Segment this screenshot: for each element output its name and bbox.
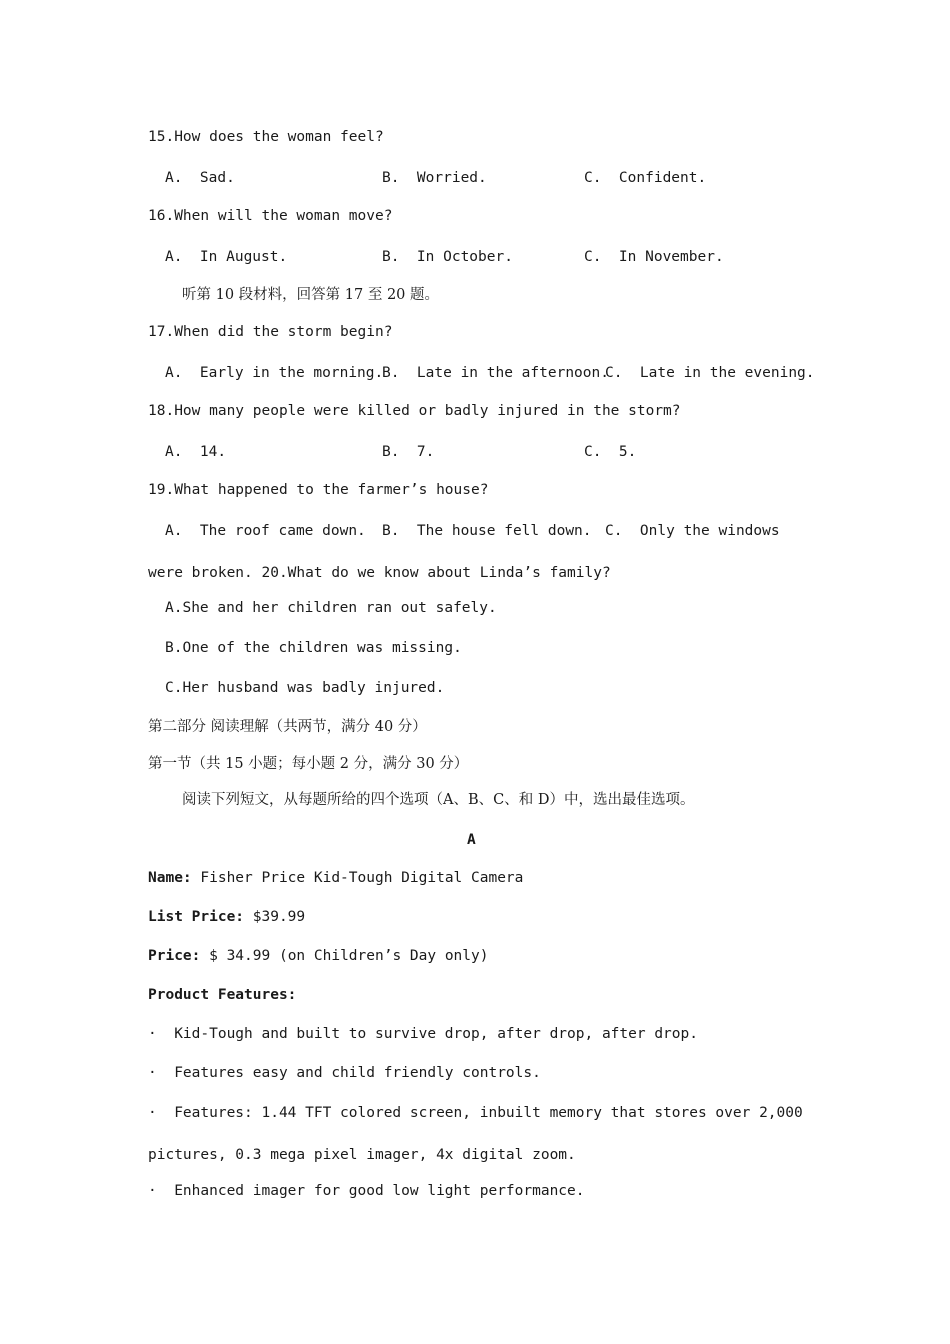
option-b: B.One of the children was missing. [165,640,462,656]
price-value: $ 34.99 (on Children’s Day only) [200,948,489,964]
option-c: C. In November. [584,249,724,265]
option-c: C. Only the windows [605,523,780,539]
option-c: C. 5. [584,444,637,460]
option-a: A. Sad. [165,170,235,186]
option-a: A. 14. [165,444,227,460]
part-2-heading: 第二部分 阅读理解（共两节，满分 40 分） [148,719,427,735]
reading-instructions: 阅读下列短文，从每题所给的四个选项（A、B、C、和 D）中，选出最佳选项。 [182,792,695,808]
feature-item: · Features: 1.44 TFT colored screen, inbuilt memory that stores over 2,000 [148,1105,803,1121]
list-price-value: $39.99 [244,909,306,925]
feature-item: · Enhanced imager for good low light performance. [148,1183,585,1199]
option-b: B. Worried. [382,170,487,186]
list-price-row [148,907,305,927]
passage-label: A [467,832,476,848]
section-1-heading: 第一节（共 15 小题；每小题 2 分，满分 30 分） [148,756,469,772]
question-stem: 19.What happened to the farmer’s house? [148,482,489,498]
name-label: Name: [148,870,192,886]
option-a: A. In August. [165,249,288,265]
option-a: A. The roof came down. [165,523,366,539]
question-stem: 18.How many people were killed or badly injured in the storm? [148,403,681,419]
option-c: C. Late in the evening. [605,365,815,381]
name-value: Fisher Price Kid-Tough Digital Camera [191,870,524,886]
option-b: B. Late in the afternoon. [382,365,609,381]
option-c: C. Confident. [584,170,707,186]
features-label: Product Features: [148,987,297,1003]
question-stem: 16.When will the woman move? [148,208,393,224]
option-c-continuation: were broken. 20.What do we know about Linda’s family? [148,565,611,581]
price-row [148,946,488,966]
feature-item: · Features easy and child friendly controls. [148,1065,541,1081]
price-label: Price: [148,948,201,964]
option-b: B. In October. [382,249,513,265]
feature-item: · Kid-Tough and built to survive drop, after drop, after drop. [148,1026,698,1042]
option-c: C.Her husband was badly injured. [165,680,445,696]
question-stem: 15.How does the woman feel? [148,129,384,145]
question-stem: 17.When did the storm begin? [148,324,393,340]
section-10-instruction: 听第 10 段材料，回答第 17 至 20 题。 [182,287,440,303]
option-a: A.She and her children ran out safely. [165,600,497,616]
option-a: A. Early in the morning. [165,365,384,381]
list-price-label: List Price: [148,909,245,925]
option-b: B. The house fell down. [382,523,592,539]
feature-item-continuation: pictures, 0.3 mega pixel imager, 4x digital zoom. [148,1147,576,1163]
product-name-row [148,868,523,888]
option-b: B. 7. [382,444,435,460]
